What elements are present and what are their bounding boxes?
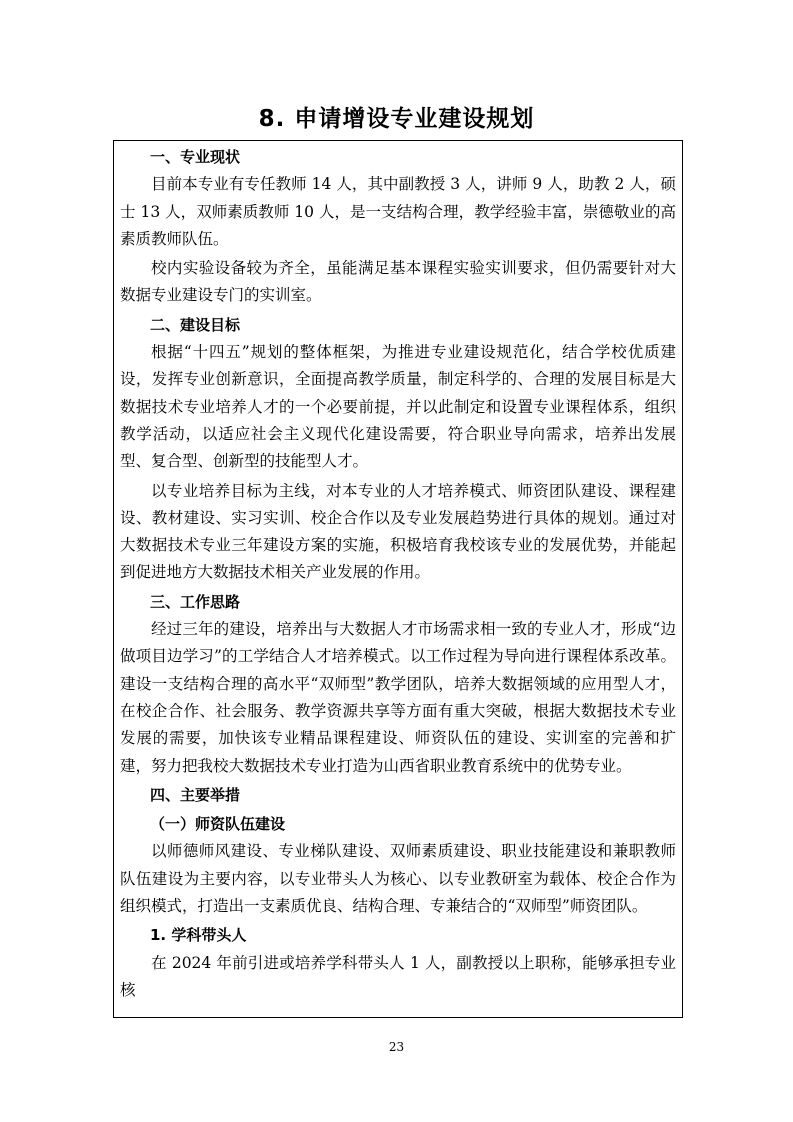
page-number: 23 [388,1040,405,1054]
paragraph: 以师德师风建设、专业梯队建设、双师素质建设、职业技能建设和兼职教师队伍建设为主要内容，以专业带头人为核心、以专业教研室为载体、校企合作为组织模式，打造出一支素质优良、结构合理、专兼结合的“双师型”师资团队。 [120,842,676,916]
section-heading-goals: 二、建设目标 [150,315,241,334]
paragraph: 以专业培养目标为主线，对本专业的人才培养模式、师资团队建设、课程建设、教材建设、实习实训、校企合作以及专业发展趋势进行具体的规划。通过对大数据技术专业三年建设方案的实施，积极培育我校该专业的发展优势，并能起到促进地方大数据技术相关产业发展的作用。 [120,481,676,582]
paragraph: 校内实验设备较为齐全，虽能满足基本课程实验实训要求，但仍需要针对大数据专业建设专门的实训室。 [120,259,676,305]
section-heading-measures: 四、主要举措 [150,785,241,804]
item-heading-discipline-leader: 1. 学科带头人 [150,926,247,945]
section-heading-approach: 三、工作思路 [150,592,241,611]
paragraph: 目前本专业有专任教师 14 人，其中副教授 3 人，讲师 9 人，助教 2 人，硕士 13 人，双师素质教师 10 人，是一支结构合理，教学经验丰富，崇德敬业的高素质教师队伍。 [120,175,676,248]
subsection-heading-faculty: （一）师资队伍建设 [150,815,286,834]
paragraph: 根据“十四五”规划的整体框架，为推进专业建设规范化，结合学校优质建设，发挥专业创新意识，全面提高教学质量，制定科学的、合理的发展目标是大数据技术专业培养人才的一个必要前提，并以此制定和设置专业课程体系，组织教学活动，以适应社会主义现代化建设需要，符合职业导向需求，培养出发展型、复合型、创新型的技能型人才。 [120,343,676,471]
paragraph: 经过三年的建设，培养出与大数据人才市场需求相一致的专业人才，形成“边做项目边学习”的工学结合人才培养模式。以工作过程为导向进行课程体系改革。建设一支结构合理的高水平“双师型”教学团队，培养大数据领域的应用型人才，在校企合作、社会服务、教学资源共享等方面有重大突破，根据大数据技术专业发展的需要，加快该专业精品课程建设、师资队伍的建设、实训室的完善和扩建，努力把我校大数据技术专业打造为山西省职业教育系统中的优势专业。 [120,620,676,775]
paragraph: 在 2024 年前引进或培养学科带头人 1 人，副教授以上职称，能够承担专业核 [120,953,676,999]
section-heading-current-status: 一、专业现状 [150,148,241,166]
document-body [120,144,676,1004]
page-title: 8. 申请增设专业建设规划 [258,106,535,132]
